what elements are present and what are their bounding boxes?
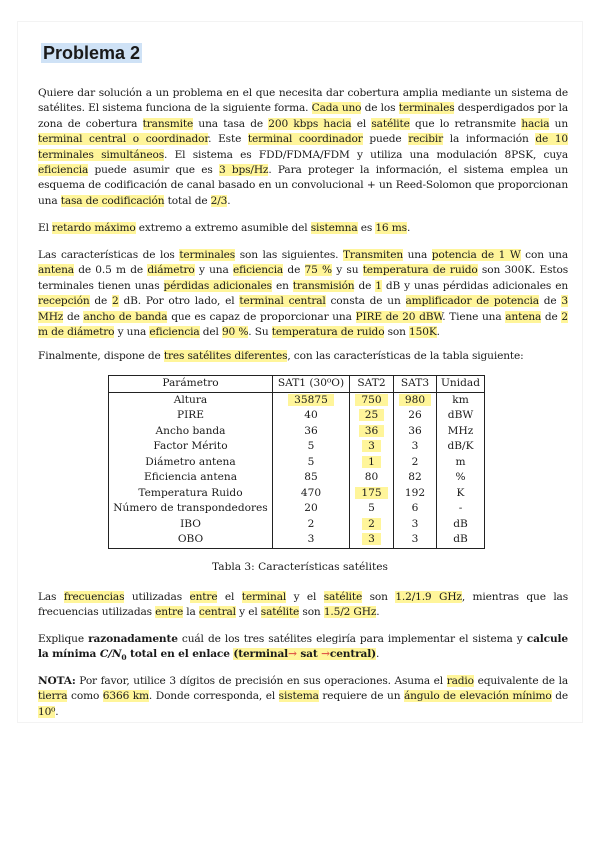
table-cell: Diámetro antena (109, 455, 273, 471)
table-cell: 36 (394, 424, 437, 440)
paragraph-delay: El retardo máximo extremo a extremo asumible del sistemna es 16 ms. (38, 222, 411, 234)
table-cell: dB (437, 532, 485, 548)
satellite-table (108, 375, 485, 549)
table-cell: 3 (350, 439, 394, 455)
table-header: SAT2 (350, 376, 394, 393)
table-cell: dBW (437, 408, 485, 424)
table-cell: 175 (350, 486, 394, 502)
paragraph-terminals: Las características de los terminales son las siguientes. Transmiten una potencia de 1 W con una antena de 0.5 m de diámetro y una eficiencia de 75 % y su temperatura de ruido son 300K. Estos terminales tienen unas pérdidas adicionales en transmisión de 1 dB y unas pérdidas adicionales en recepción de 2 dB. Por otro lado, el terminal central consta de un amplificador de potencia de 3 MHz de ancho de banda que es capaz de proporcionar una PIRE de 20 dBW. Tiene una antena de 2 m de diámetro y una eficiencia del 90 %. Su temperatura de ruido son 150K. (38, 249, 569, 339)
table-cell: PIRE (109, 408, 273, 424)
table-cell: K (437, 486, 485, 502)
table-cell: 6 (394, 501, 437, 517)
table-cell: 2 (394, 455, 437, 471)
table-cell: 82 (394, 470, 437, 486)
table-cell: 35875 (273, 392, 350, 408)
arrow-right-icon: → (321, 648, 330, 661)
table-cell: dB/K (437, 439, 485, 455)
table-cell: OBO (109, 532, 273, 548)
table-row (109, 501, 485, 517)
table-cell: 5 (350, 501, 394, 517)
table-row (109, 408, 485, 424)
table-cell: 3 (273, 532, 350, 548)
paragraph-note: NOTA: Por favor, utilice 3 dígitos de precisión en sus operaciones. Asuma el radio equivalente de la tierra como 6366 km. Donde corresponda, el sistema requiere de un ángulo de elevación mínimo de 10⁰. (38, 675, 568, 718)
table-row (109, 470, 485, 486)
table-cell: 80 (350, 470, 394, 486)
table-cell: km (437, 392, 485, 408)
table-cell: 40 (273, 408, 350, 424)
table-cell: dB (437, 517, 485, 533)
paragraph-intro: Quiere dar solución a un problema en el que necesita dar cobertura amplia mediante un sistema de satélites. El sistema funciona de la siguiente forma. Cada uno de los terminales desperdigados por la zona de cobertura transmite una tasa de 200 kbps hacia el satélite que lo retransmite hacia un terminal central o coordinador. Este terminal coordinador puede recibir la información de 10 terminales simultáneos. El sistema es FDD/FDMA/FDM y utiliza una modulación 8PSK, cuya eficiencia puede asumir que es 3 bps/Hz. Para proteger la información, el sistema emplea un esquema de codificación de canal basado en un convolucional + un Reed-Solomon que proporcionan una tasa de codificación total de 2/3. (38, 87, 569, 207)
table-cell: 980 (394, 392, 437, 408)
table-cell: 5 (273, 455, 350, 471)
table-row (109, 486, 485, 502)
table-row (109, 392, 485, 408)
table-cell: 5 (273, 439, 350, 455)
table-header: Unidad (437, 376, 485, 393)
table-row (109, 455, 485, 471)
table-cell: Número de transpondedores (109, 501, 273, 517)
table-cell: % (437, 470, 485, 486)
table-cell: Factor Mérito (109, 439, 273, 455)
table-cell: - (437, 501, 485, 517)
table-cell: 192 (394, 486, 437, 502)
table-cell: MHz (437, 424, 485, 440)
table-cell: 750 (350, 392, 394, 408)
table-cell: 3 (394, 439, 437, 455)
table-cell: m (437, 455, 485, 471)
table-cell: 3 (394, 532, 437, 548)
paragraph-frequencies: Las frecuencias utilizadas entre el terminal y el satélite son 1.2/1.9 GHz, mientras que las frecuencias utilizadas entre la central y el satélite son 1.5/2 GHz. (38, 591, 569, 619)
problem-title: Problema 2 (43, 43, 141, 63)
table-header: SAT3 (394, 376, 437, 393)
table-cell: 2 (350, 517, 394, 533)
table-cell: 36 (350, 424, 394, 440)
table-cell: Temperatura Ruido (109, 486, 273, 502)
table-row (109, 439, 485, 455)
table-cell: 85 (273, 470, 350, 486)
table-cell: IBO (109, 517, 273, 533)
table-cell: 36 (273, 424, 350, 440)
table-cell: 20 (273, 501, 350, 517)
table-header-row (109, 376, 485, 393)
table-cell: 1 (350, 455, 394, 471)
table-row (109, 517, 485, 533)
table-cell: Eficiencia antena (109, 470, 273, 486)
paragraph-satellites: Finalmente, dispone de tres satélites diferentes, con las características de la tabla siguiente: (38, 350, 524, 362)
paragraph-question: Explique razonadamente cuál de los tres satélites elegiría para implementar el sistema y calcule la mínima $C/N_0$ total en el enlace (terminal→ sat →central). (38, 633, 568, 663)
table-cell: 470 (273, 486, 350, 502)
table-cell: 3 (394, 517, 437, 533)
table-cell: 3 (350, 532, 394, 548)
table-caption: Tabla 3: Características satélites (212, 561, 388, 573)
table-header: Parámetro (109, 376, 273, 393)
table-cell: Ancho banda (109, 424, 273, 440)
table-header: SAT1 (30⁰O) (273, 376, 350, 393)
table-cell: 25 (350, 408, 394, 424)
table-row (109, 424, 485, 440)
table-cell: Altura (109, 392, 273, 408)
table-row (109, 532, 485, 548)
table-cell: 26 (394, 408, 437, 424)
arrow-right-icon: → (288, 648, 297, 661)
table-cell: 2 (273, 517, 350, 533)
